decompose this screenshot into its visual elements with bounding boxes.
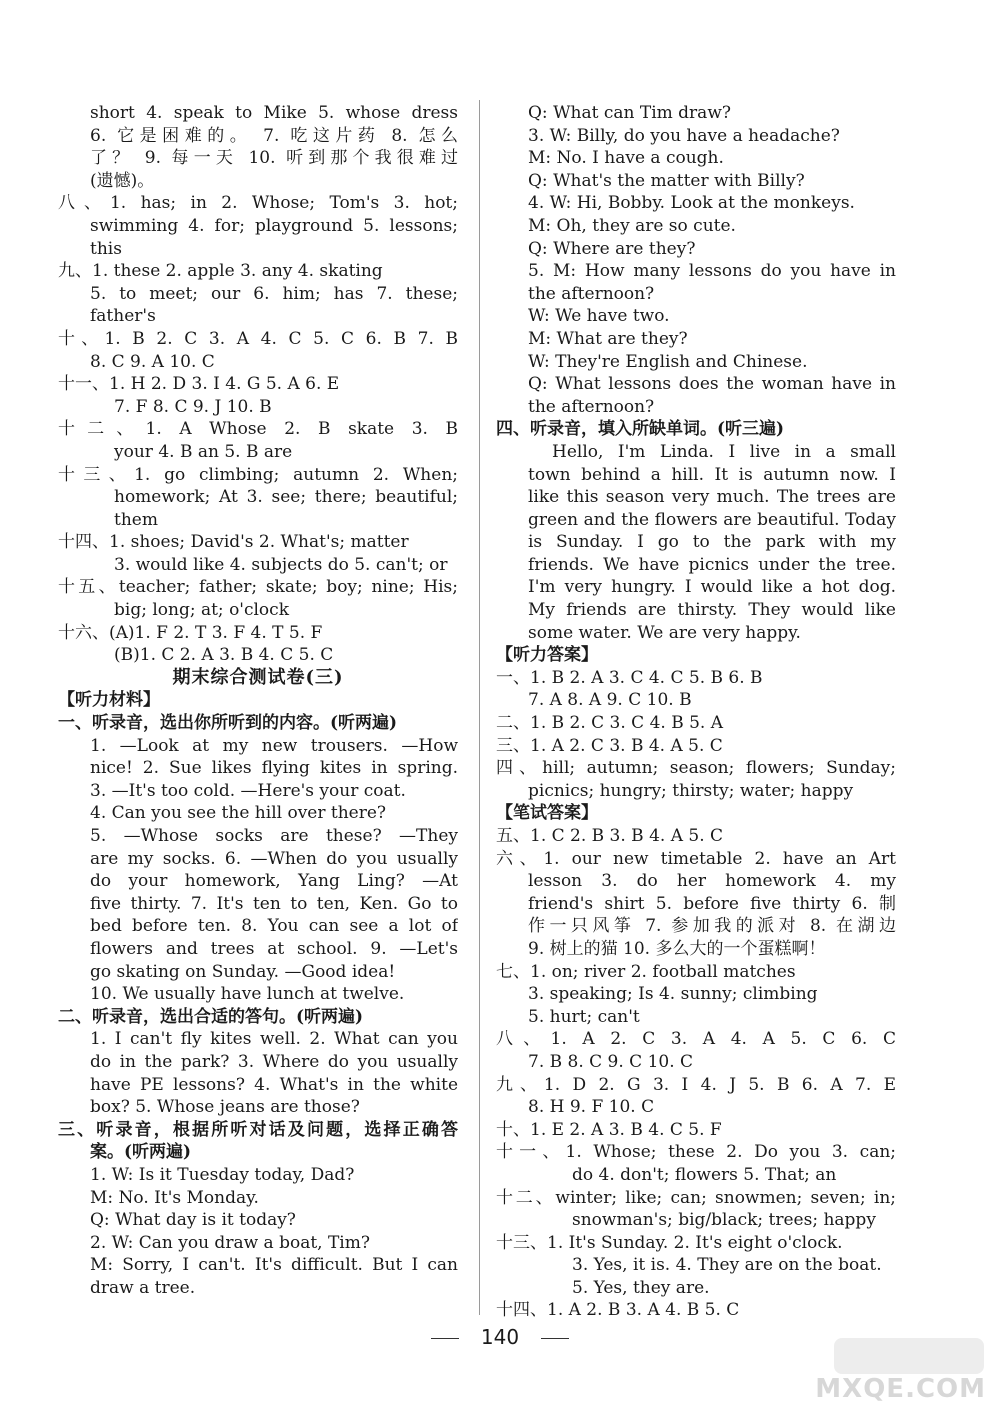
left-line: have PE lessons? 4. What's in the white	[90, 1074, 458, 1095]
left-line: 2. W: Can you draw a boat, Tim?	[90, 1232, 370, 1253]
left-line: 十四、1. shoes; David's 2. What's; matter	[58, 532, 409, 553]
watermark-logo-icon	[834, 1338, 984, 1374]
right-line: 7. A 8. A 9. C 10. B	[528, 690, 692, 711]
column-divider	[479, 100, 480, 1315]
right-line: the afternoon?	[528, 283, 655, 304]
right-line: 六、1. our new timetable 2. have an Art	[496, 848, 896, 869]
right-column	[496, 102, 896, 1322]
left-line: short 4. speak to Mike 5. whose dress	[90, 103, 458, 123]
right-line: 四、听录音，填入所缺单词。(听三遍)	[496, 419, 785, 440]
left-line: do in the park? 3. Where do you usually	[90, 1051, 458, 1072]
right-line: W: They're English and Chinese.	[528, 351, 808, 372]
right-line: 3. W: Billy, do you have a headache?	[528, 125, 840, 146]
left-line: them	[114, 509, 158, 530]
right-line: some water. We are very happy.	[528, 622, 801, 643]
left-line: 5. —Whose socks are these? —They	[90, 826, 458, 846]
right-line: Q: What's the matter with Billy?	[528, 170, 805, 191]
right-line: 七、1. on; river 2. football matches	[496, 961, 796, 982]
right-line: 九、1. D 2. G 3. I 4. J 5. B 6. A 7. E	[496, 1074, 896, 1095]
right-line: 【听力答案】	[496, 645, 598, 666]
right-line: Q: Where are they?	[528, 238, 696, 259]
left-line: M: Sorry, I can't. It's difficult. But I can	[90, 1255, 458, 1276]
left-line: are my socks. 6. —When do you usually	[90, 848, 458, 869]
left-line: 一、听录音，选出你所听到的内容。(听两遍)	[58, 713, 398, 734]
right-line: 五、1. C 2. B 3. B 4. A 5. C	[496, 826, 724, 846]
right-line: is Sunday. I go to the park with my	[528, 532, 896, 553]
right-line: 8. H 9. F 10. C	[528, 1097, 655, 1118]
right-line: 十三、1. It's Sunday. 2. It's eight o'clock.	[496, 1232, 843, 1253]
left-line: 十三、1. go climbing; autumn 2. When;	[58, 464, 458, 485]
left-line: box? 5. Whose jeans are those?	[90, 1097, 360, 1118]
right-line: friends. We have picnics under the tree.	[528, 554, 896, 575]
left-line: (B)1. C 2. A 3. B 4. C 5. C	[114, 645, 334, 666]
page-number: 140	[480, 1325, 520, 1349]
left-line: swimming 4. for; playground 5. lessons;	[90, 215, 458, 236]
left-line: 3. would like 4. subjects do 5. can't; or	[114, 554, 448, 575]
right-line: I'm very hungry. I would like a hot dog.	[528, 577, 896, 598]
right-line: 十二、winter; like; can; snowmen; seven; in;	[496, 1187, 896, 1208]
right-line: the afternoon?	[528, 396, 655, 417]
left-line: 案。(听两遍)	[90, 1142, 192, 1163]
footer-dash-left	[431, 1338, 459, 1339]
left-line: draw a tree.	[90, 1277, 196, 1298]
right-line: 三、1. A 2. C 3. B 4. A 5. C	[496, 735, 723, 756]
left-line: 6. 它是困难的。 7. 吃这片药 8. 怎么	[90, 125, 458, 146]
left-line: 7. F 8. C 9. J 10. B	[114, 396, 272, 417]
right-line: Q: What can Tim draw?	[528, 103, 731, 123]
right-line: 3. Yes, it is. 4. They are on the boat.	[572, 1255, 882, 1276]
right-line: friend's shirt 5. before five thirty 6. 制	[528, 893, 896, 914]
left-line: big; long; at; o'clock	[114, 600, 289, 621]
left-line: 8. C 9. A 10. C	[90, 351, 215, 372]
right-line: M: No. I have a cough.	[528, 148, 724, 169]
right-line: lesson 3. do her homework 4. my	[528, 871, 896, 892]
left-column	[58, 102, 458, 1299]
left-line: 八、1. has; in 2. Whose; Tom's 3. hot;	[58, 193, 458, 214]
right-line: like this season very much. The trees are	[528, 487, 896, 508]
right-line: 二、1. B 2. C 3. C 4. B 5. A	[496, 713, 724, 734]
right-line: Hello, I'm Linda. I live in a small	[552, 441, 896, 462]
right-line: 3. speaking; Is 4. sunny; climbing	[528, 984, 818, 1005]
right-line: 作一只风筝 7. 参加我的派对 8. 在湖边	[528, 916, 896, 937]
right-line: My friends are thirsty. They would like	[528, 600, 896, 621]
left-line: 10. We usually have lunch at twelve.	[90, 984, 405, 1005]
watermark	[815, 1342, 994, 1412]
left-line: this	[90, 238, 122, 259]
left-line: 3. —It's too cold. —Here's your coat.	[90, 780, 406, 801]
right-line: green and the flowers are beautiful. Today	[528, 509, 896, 530]
left-line: homework; At 3. see; there; beautiful;	[114, 487, 458, 508]
left-line: go skating on Sunday. —Good idea!	[90, 961, 396, 982]
left-line: 1. I can't fly kites well. 2. What can you	[90, 1029, 458, 1050]
right-line: 十、1. E 2. A 3. B 4. C 5. F	[496, 1119, 722, 1140]
right-line: 5. Yes, they are.	[572, 1277, 710, 1298]
left-line: bed before ten. 8. You can see a lot of	[90, 916, 458, 937]
left-line: 三、听录音，根据所听对话及问题，选择正确答	[58, 1119, 458, 1140]
left-line: 十、1. B 2. C 3. A 4. C 5. C 6. B 7. B	[58, 328, 458, 349]
left-line: flowers and trees at school. 9. —Let's	[90, 938, 458, 959]
left-line: 九、1. these 2. apple 3. any 4. skating	[58, 261, 383, 282]
left-line: father's	[90, 306, 156, 327]
left-line: your 4. B an 5. B are	[114, 441, 293, 462]
left-line: nice! 2. Sue likes flying kites in spring.	[90, 758, 458, 779]
right-line: 十一、1. Whose; these 2. Do you 3. can;	[496, 1142, 896, 1163]
right-line: 9. 树上的猫 10. 多么大的一个蛋糕啊！	[528, 938, 826, 959]
left-line: 5. to meet; our 6. him; has 7. these;	[90, 283, 458, 304]
right-line: Q: What lessons does the woman have in	[528, 374, 896, 395]
footer-dash-right	[541, 1338, 569, 1339]
left-line: 二、听录音，选出合适的答句。(听两遍)	[58, 1006, 364, 1027]
watermark-text: MXQE.COM	[815, 1374, 986, 1404]
left-line: Q: What day is it today?	[90, 1210, 296, 1231]
left-line: 十六、(A)1. F 2. T 3. F 4. T 5. F	[58, 622, 323, 643]
left-line: 十一、1. H 2. D 3. I 4. G 5. A 6. E	[58, 374, 340, 395]
right-line: snowman's; big/black; trees; happy	[572, 1210, 876, 1231]
right-line: M: What are they?	[528, 328, 688, 349]
left-line: 十二、1. A Whose 2. B skate 3. B	[58, 419, 458, 440]
right-line: town behind a hill. It is autumn now. I	[528, 464, 896, 485]
left-line: 【听力材料】	[58, 690, 160, 711]
right-line: M: Oh, they are so cute.	[528, 215, 736, 236]
right-line: 4. W: Hi, Bobby. Look at the monkeys.	[528, 193, 855, 214]
right-line: 5. hurt; can't	[528, 1006, 640, 1027]
left-line: 1. W: Is it Tuesday today, Dad?	[90, 1164, 355, 1185]
left-line: 十五、teacher; father; skate; boy; nine; His;	[58, 577, 458, 598]
left-line: (遗憾)。	[90, 170, 155, 191]
right-line: 四、hill; autumn; season; flowers; Sunday;	[496, 758, 896, 779]
left-line: 4. Can you see the hill over there?	[90, 803, 387, 824]
right-line: do 4. don't; flowers 5. That; an	[572, 1164, 837, 1185]
right-line: 一、1. B 2. A 3. C 4. C 5. B 6. B	[496, 667, 763, 688]
right-line: W: We have two.	[528, 306, 670, 327]
left-line: five thirty. 7. It's ten to ten, Ken. Go to	[90, 893, 458, 914]
right-line: 八、1. A 2. C 3. A 4. A 5. C 6. C	[496, 1029, 896, 1050]
left-line: 期末综合测试卷(三)	[172, 666, 344, 688]
right-line: picnics; hungry; thirsty; water; happy	[528, 780, 854, 801]
left-line: 1. —Look at my new trousers. —How	[90, 735, 458, 756]
right-line: 7. B 8. C 9. C 10. C	[528, 1051, 694, 1072]
left-line: M: No. It's Monday.	[90, 1187, 259, 1208]
right-line: 十四、1. A 2. B 3. A 4. B 5. C	[496, 1300, 740, 1321]
left-line: 了？ 9. 每一天 10. 听到那个我很难过	[90, 148, 458, 169]
left-line: do your homework, Yang Ling? —At	[90, 871, 458, 892]
right-line: 5. M: How many lessons do you have in	[528, 261, 896, 282]
right-line: 【笔试答案】	[496, 803, 598, 824]
